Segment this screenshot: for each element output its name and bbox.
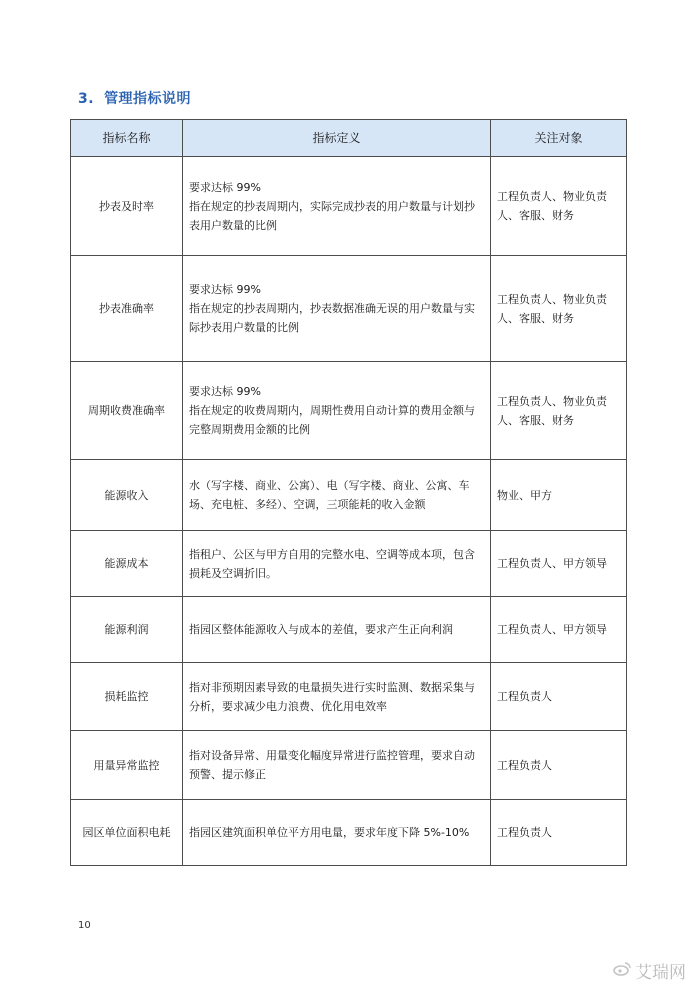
table-row: [71, 597, 627, 663]
metric-target: 工程负责人、甲方领导: [491, 531, 627, 597]
section-number: 3.: [78, 91, 95, 107]
definition-line: 要求达标 99%: [189, 385, 261, 398]
metric-definition: 水（写字楼、商业、公寓）、电（写字楼、商业、公寓、车场、充电桩、多经）、空调，三项能耗的收入金额: [183, 460, 491, 531]
table-row: [71, 460, 627, 531]
definition-line: 要求达标 99%: [189, 180, 261, 194]
metric-definition: [183, 256, 491, 362]
metric-name: 周期收费准确率: [71, 362, 183, 460]
metrics-table: [70, 119, 627, 866]
table-row: [71, 800, 627, 866]
table-row: [71, 663, 627, 731]
metric-name: 园区单位面积电耗: [71, 800, 183, 866]
definition-line: 要求达标 99%: [189, 283, 261, 296]
metric-name: 能源成本: [71, 531, 183, 597]
section-title: 管理指标说明: [104, 91, 192, 107]
weibo-icon: [613, 961, 631, 980]
metric-target: 物业、甲方: [491, 460, 627, 531]
table-row: [71, 531, 627, 597]
metric-target: 工程负责人: [491, 731, 627, 800]
metric-target: 工程负责人、物业负责人、客服、财务: [491, 157, 627, 256]
metric-name: 用量异常监控: [71, 731, 183, 800]
metric-definition: 指园区建筑面积单位平方用电量，要求年度下降 5%-10%: [183, 800, 491, 866]
metric-definition: 指对设备异常、用量变化幅度异常进行监控管理，要求自动预警、提示修正: [183, 731, 491, 800]
metric-definition: [183, 362, 491, 460]
watermark-text: 艾瑞网: [635, 963, 686, 983]
metric-definition: [183, 157, 491, 256]
metric-name: 抄表准确率: [71, 256, 183, 362]
metric-target: 工程负责人: [491, 800, 627, 866]
column-header-definition: 指标定义: [183, 120, 491, 157]
metric-target: 工程负责人: [491, 663, 627, 731]
definition-line: 指在规定的抄表周期内，抄表数据准确无误的用户数量与实际抄表用户数量的比例: [189, 302, 475, 334]
metric-definition: 指对非预期因素导致的电量损失进行实时监测、数据采集与分析，要求减少电力浪费、优化用电效率: [183, 663, 491, 731]
page-number: 10: [78, 920, 91, 931]
metric-target: 工程负责人、物业负责人、客服、财务: [491, 256, 627, 362]
definition-line: 指在规定的收费周期内，周期性费用自动计算的费用金额与完整周期费用金额的比例: [189, 404, 475, 436]
table-row: [71, 256, 627, 362]
watermark: [613, 958, 686, 983]
table-header-row: [71, 120, 627, 157]
metric-name: 损耗监控: [71, 663, 183, 731]
metric-name: 能源收入: [71, 460, 183, 531]
definition-line: 指在规定的抄表周期内，实际完成抄表的用户数量与计划抄表用户数量的比例: [189, 199, 475, 232]
metric-name: 抄表及时率: [71, 157, 183, 256]
section-heading: [78, 88, 191, 108]
table-row: [71, 362, 627, 460]
table-row: [71, 157, 627, 256]
metric-target: 工程负责人、甲方领导: [491, 597, 627, 663]
metric-target: 工程负责人、物业负责人、客服、财务: [491, 362, 627, 460]
metric-name: 能源利润: [71, 597, 183, 663]
column-header-name: 指标名称: [71, 120, 183, 157]
metric-definition: 指园区整体能源收入与成本的差值，要求产生正向利润: [183, 597, 491, 663]
column-header-target: 关注对象: [491, 120, 627, 157]
table-row: [71, 731, 627, 800]
metric-definition: 指租户、公区与甲方自用的完整水电、空调等成本项，包含损耗及空调折旧。: [183, 531, 491, 597]
